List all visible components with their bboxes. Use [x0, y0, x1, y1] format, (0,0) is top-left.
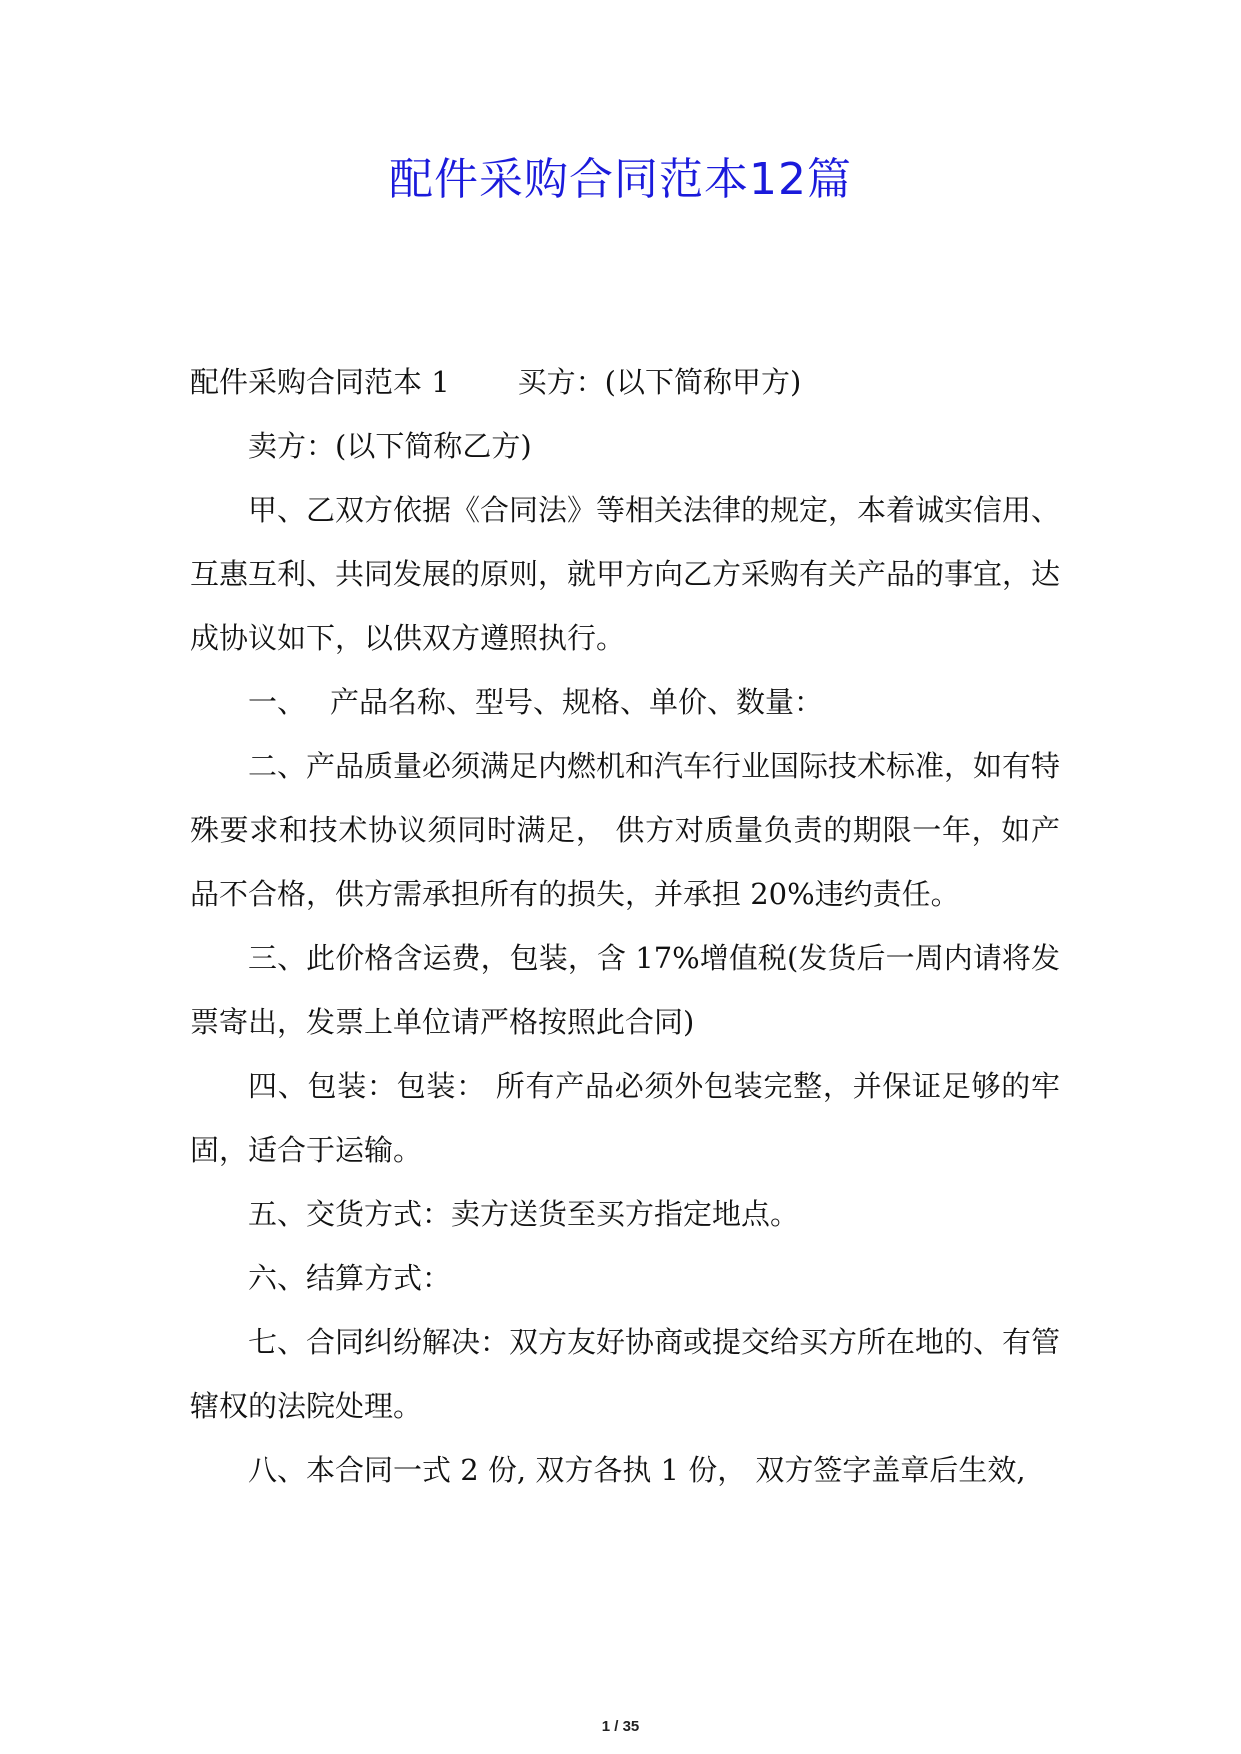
seller-line: 卖方：(以下简称乙方) [248, 429, 532, 463]
clause-8: 八、本合同一式 2 份, 双方各执 1 份， 双方签字盖章后生效, [248, 1453, 1026, 1487]
clause-4: 四、包装：包装： 所有产品必须外包装完整，并保证足够的牢固，适合于运输。 [190, 1069, 1060, 1167]
document-body [190, 350, 1060, 1502]
clause-2: 二、产品质量必须满足内燃机和汽车行业国际技术标准，如有特殊要求和技术协议须同时满足， 供方对质量负责的期限一年，如产品不合格，供方需承担所有的损失，并承担 20%违约责任。 [190, 749, 1061, 911]
clause-3: 三、此价格含运费，包装，含 17%增值税(发货后一周内请将发票寄出，发票上单位请严格按照此合同) [190, 941, 1060, 1039]
clause-1 [190, 670, 1060, 734]
clause-6: 六、结算方式： [248, 1261, 452, 1295]
document-title: 配件采购合同范本12篇 [389, 154, 852, 205]
clause-1-number: 一、 [248, 685, 307, 719]
contract-heading-line [190, 350, 1060, 414]
clause-1-text: 产品名称、型号、规格、单价、数量： [330, 685, 824, 719]
intro-paragraph: 甲、乙双方依据《合同法》等相关法律的规定，本着诚实信用、互惠互利、共同发展的原则，就甲方向乙方采购有关产品的事宜，达成协议如下，以供双方遵照执行。 [190, 493, 1061, 655]
clause-7: 七、合同纠纷解决：双方友好协商或提交给买方所在地的、有管辖权的法院处理。 [190, 1325, 1061, 1423]
clause-5: 五、交货方式：卖方送货至买方指定地点。 [248, 1197, 800, 1231]
contract-heading: 配件采购合同范本 1 [190, 365, 450, 399]
page-number: 1 / 35 [601, 1718, 640, 1735]
buyer-line: 买方：(以下简称甲方) [517, 365, 802, 399]
